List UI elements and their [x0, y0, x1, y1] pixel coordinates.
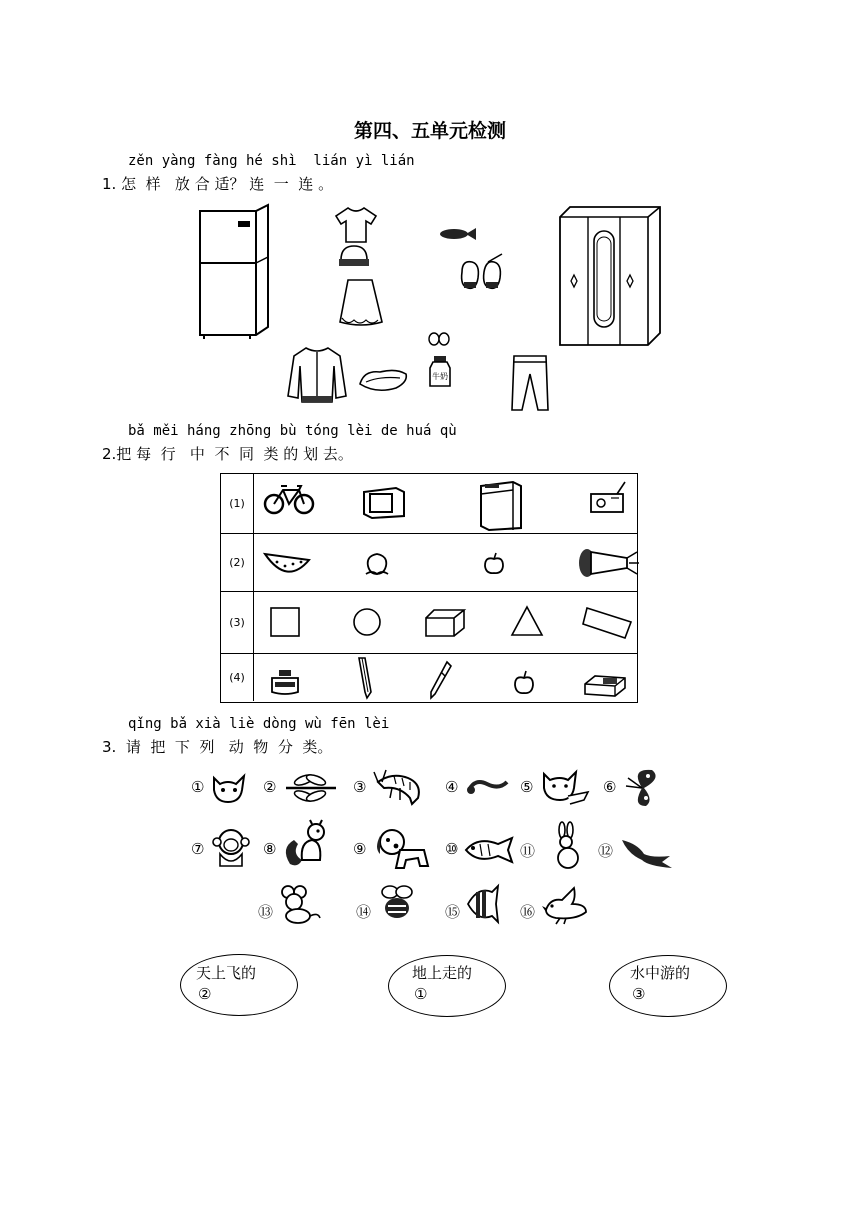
- animal-number: ⑩: [445, 840, 459, 858]
- table-row: [221, 534, 637, 592]
- butterfly-icon: [622, 766, 666, 810]
- animal-number: ⑭: [356, 903, 372, 921]
- mouse-icon: [278, 884, 322, 924]
- animal-number: ②: [263, 778, 277, 796]
- row-label: (2): [221, 534, 254, 591]
- animal-number: ④: [445, 778, 459, 796]
- ink-bottle-icon[interactable]: [269, 668, 301, 696]
- milk-bottle-icon: [427, 354, 453, 388]
- shrimp-icon: [372, 768, 428, 808]
- square-icon[interactable]: [269, 606, 301, 638]
- animal-number: ⑤: [520, 778, 534, 796]
- tropical-fish-icon: [464, 884, 500, 924]
- kitten-icon: [538, 770, 590, 806]
- bee-icon: [376, 882, 418, 924]
- table-row: [221, 474, 637, 534]
- radio-icon[interactable]: [587, 480, 627, 514]
- rabbit-icon: [550, 822, 584, 870]
- eraser-icon[interactable]: [583, 674, 627, 698]
- row-label: (1): [221, 474, 254, 533]
- animal-number: ⑫: [598, 842, 614, 860]
- category-example-sky: ②: [198, 985, 212, 1003]
- animal-number: ⑨: [353, 840, 367, 858]
- animal-number: ⑬: [258, 903, 274, 921]
- animal-number: ⑯: [520, 903, 536, 921]
- animal-number: ⑥: [603, 778, 617, 796]
- table-row: [221, 592, 637, 654]
- q1-text: 1. 怎 样 放 合 适？ 连 一 连 。: [102, 175, 334, 193]
- animal-number: ⑦: [191, 840, 205, 858]
- animal-number: ⑪: [520, 842, 536, 860]
- pen-icon[interactable]: [427, 660, 453, 700]
- cat-icon: [210, 772, 248, 804]
- trousers-icon: [510, 354, 550, 412]
- category-label-sky: 天上飞的: [196, 964, 257, 982]
- cuboid-icon[interactable]: [424, 608, 466, 638]
- row-label: (4): [221, 654, 254, 701]
- shoes-icon: [356, 360, 410, 396]
- pencil-icon[interactable]: [355, 656, 375, 700]
- triangle-icon[interactable]: [509, 604, 545, 638]
- fish-icon: [462, 834, 516, 866]
- animal-number: ⑮: [445, 903, 461, 921]
- squirrel-icon: [282, 820, 332, 870]
- apple-icon[interactable]: [483, 552, 505, 576]
- watermelon-slice-icon[interactable]: [263, 550, 311, 578]
- animal-number: ①: [191, 778, 205, 796]
- classification-table: [220, 473, 638, 703]
- animal-number: ⑧: [263, 840, 277, 858]
- monkey-icon: [210, 826, 252, 870]
- q1-pinyin: zěn yàng fàng hé shì lián yì lián: [128, 153, 415, 169]
- category-label-land: 地上走的: [412, 964, 473, 982]
- torch-icon[interactable]: [577, 546, 641, 580]
- bicycle-icon[interactable]: [263, 484, 315, 516]
- dragonfly-icon: [282, 770, 338, 804]
- apple-icon[interactable]: [513, 670, 535, 696]
- mittens-icon: [458, 252, 506, 296]
- tv-icon[interactable]: [362, 486, 406, 520]
- eggs-icon: [427, 330, 451, 348]
- row-label: (3): [221, 592, 254, 653]
- skirt-icon: [338, 278, 384, 330]
- hat-icon: [337, 244, 371, 270]
- q2-text: 2.把 每 行 中 不 同 类 的 划 去。: [102, 445, 353, 463]
- svg-text:牛奶: 牛奶: [432, 372, 448, 381]
- rectangle-icon[interactable]: [581, 606, 633, 640]
- category-label-water: 水中游的: [630, 964, 691, 982]
- page-title: 第四、五单元检测: [353, 120, 506, 142]
- refrigerator-icon: [198, 205, 270, 340]
- animal-number: ③: [353, 778, 367, 796]
- bird-icon: [542, 886, 588, 926]
- tadpole-icon: [465, 774, 509, 798]
- swallow-icon: [618, 834, 674, 870]
- table-row: [221, 654, 637, 701]
- category-example-water: ③: [632, 985, 646, 1003]
- q2-pinyin: bǎ měi háng zhōng bù tóng lèi de huá qù: [128, 423, 457, 439]
- circle-icon[interactable]: [351, 606, 383, 638]
- q3-text: 3. 请 把 下 列 动 物 分 类。: [102, 738, 333, 756]
- q3-pinyin: qǐng bǎ xià liè dòng wù fēn lèi: [128, 716, 390, 732]
- peach-icon[interactable]: [364, 550, 390, 578]
- washing-machine-icon[interactable]: [477, 478, 525, 532]
- tshirt-icon: [334, 206, 378, 244]
- dog-icon: [374, 824, 430, 872]
- fish-icon: [438, 226, 478, 242]
- wardrobe-icon: [558, 205, 662, 347]
- jacket-icon: [286, 344, 348, 406]
- category-example-land: ①: [414, 985, 428, 1003]
